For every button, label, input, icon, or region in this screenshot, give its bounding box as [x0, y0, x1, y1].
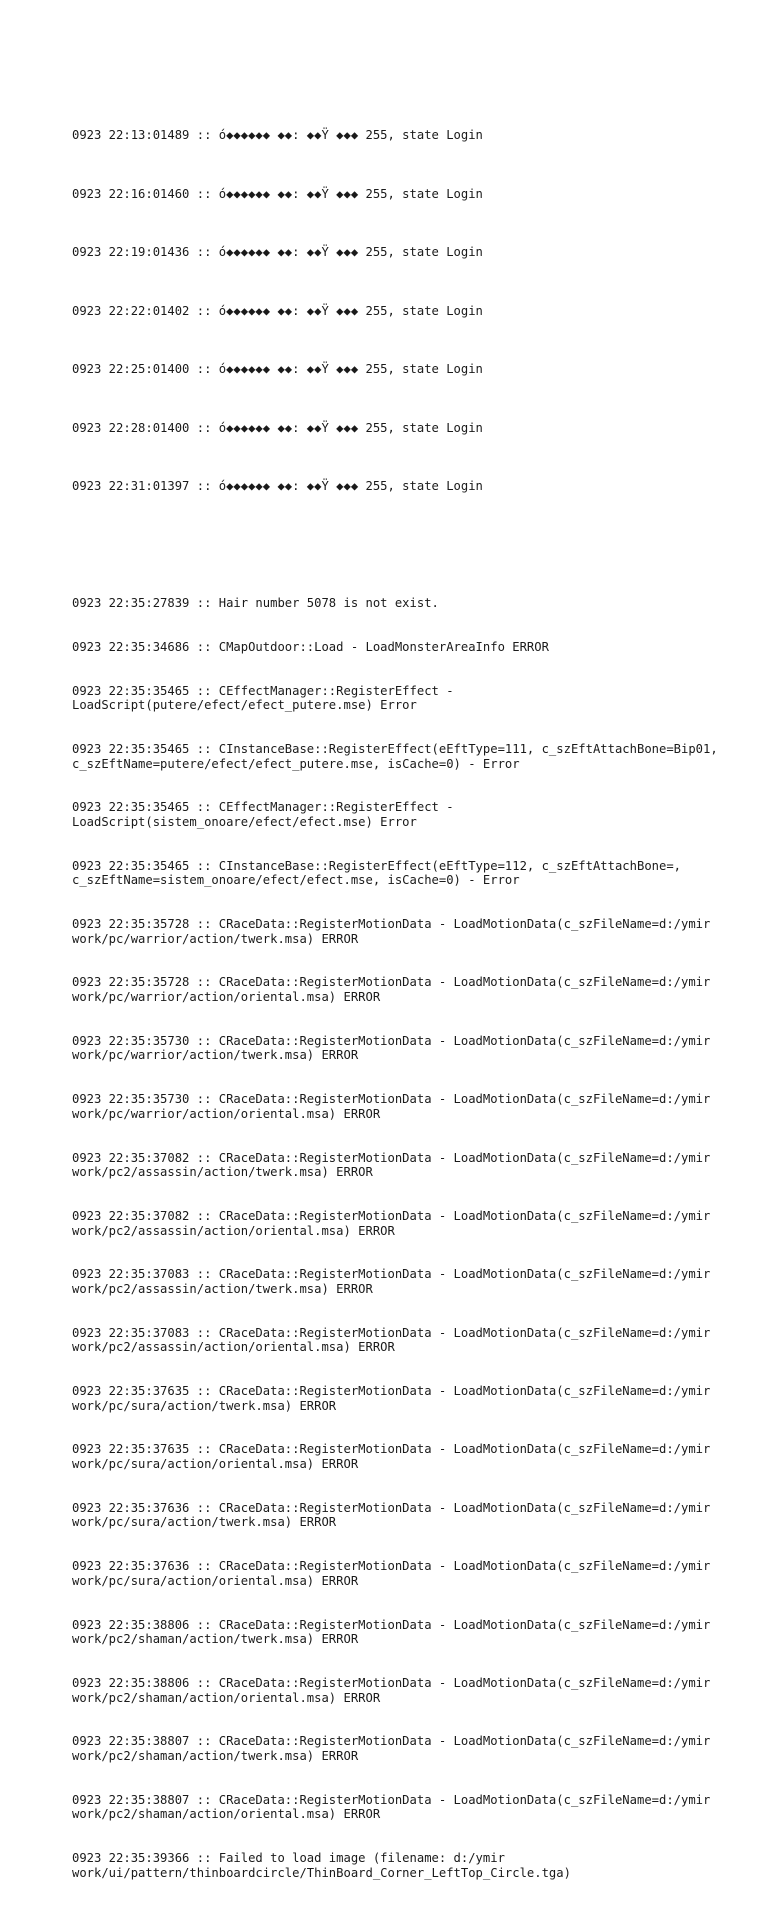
log-line: 0923 22:35:35465 :: CInstanceBase::RegisterEffect(eEftType=112, c_szEftAttachBone=, c_szEftName=sistem_onoare/efect/efect.mse, isCache=0) - Error: [72, 858, 689, 888]
log-line: 0923 22:35:37636 :: CRaceData::RegisterMotionData - LoadMotionData(c_szFileName=d:/ymir work/pc/sura/action/twerk.msa) ERROR: [72, 1500, 718, 1530]
log-line: 0923 22:28:01400 :: ó◆◆◆◆◆◆ ◆◆: ◆◆Ÿ ◆◆◆ 255, state Login: [72, 420, 483, 435]
log-line: 0923 22:35:38806 :: CRaceData::RegisterMotionData - LoadMotionData(c_szFileName=d:/ymir work/pc2/shaman/action/oriental.msa) ERROR: [72, 1675, 718, 1705]
log-line: 0923 22:35:37082 :: CRaceData::RegisterMotionData - LoadMotionData(c_szFileName=d:/ymir work/pc2/assassin/action/twerk.msa) ERROR: [72, 1150, 718, 1180]
log-line: 0923 22:35:38807 :: CRaceData::RegisterMotionData - LoadMotionData(c_szFileName=d:/ymir work/pc2/shaman/action/twerk.msa) ERROR: [72, 1734, 718, 1763]
log-line: 0923 22:35:35465 :: CEffectManager::RegisterEffect - LoadScript(sistem_onoare/efect/efect.mse) Error: [72, 800, 461, 829]
log-line: 0923 22:35:35465 :: CEffectManager::RegisterEffect - LoadScript(putere/efect/efect_putere.mse) Error: [72, 683, 461, 713]
log-line: 0923 22:35:37083 :: CRaceData::RegisterMotionData - LoadMotionData(c_szFileName=d:/ymir work/pc2/assassin/action/twerk.msa) ERROR: [72, 1267, 718, 1296]
log-line: 0923 22:35:35730 :: CRaceData::RegisterMotionData - LoadMotionData(c_szFileName=d:/ymir work/pc/warrior/action/oriental.msa) ERROR: [72, 1092, 718, 1121]
log-line: 0923 22:25:01400 :: ó◆◆◆◆◆◆ ◆◆: ◆◆Ÿ ◆◆◆ 255, state Login: [72, 362, 483, 377]
log-line: 0923 22:35:38807 :: CRaceData::RegisterMotionData - LoadMotionData(c_szFileName=d:/ymir work/pc2/shaman/action/oriental.msa) ERROR: [72, 1792, 718, 1822]
log-line: 0923 22:35:37635 :: CRaceData::RegisterMotionData - LoadMotionData(c_szFileName=d:/ymir work/pc/sura/action/oriental.msa) ERROR: [72, 1442, 718, 1472]
log-line: 0923 22:35:35730 :: CRaceData::RegisterMotionData - LoadMotionData(c_szFileName=d:/ymir work/pc/warrior/action/twerk.msa) ERROR: [72, 1033, 718, 1063]
log-line: 0923 22:22:01402 :: ó◆◆◆◆◆◆ ◆◆: ◆◆Ÿ ◆◆◆ 255, state Login: [72, 303, 483, 318]
log-line: 0923 22:16:01460 :: ó◆◆◆◆◆◆ ◆◆: ◆◆Ÿ ◆◆◆ 255, state Login: [72, 186, 483, 201]
log-line: 0923 22:35:35728 :: CRaceData::RegisterMotionData - LoadMotionData(c_szFileName=d:/ymir work/pc/warrior/action/twerk.msa) ERROR: [72, 917, 718, 946]
log-line: 0923 22:35:34686 :: CMapOutdoor::Load - LoadMonsterAreaInfo ERROR: [72, 639, 549, 654]
log-line: 0923 22:35:39366 :: Failed to load image (filename: d:/ymir work/ui/pattern/thinboardcircle/ThinBoard_Corner_LeftTop_Circle.tga): [72, 1851, 571, 1880]
login-log-block: [72, 99, 732, 537]
log-line: 0923 22:35:38806 :: CRaceData::RegisterMotionData - LoadMotionData(c_szFileName=d:/ymir work/pc2/shaman/action/twerk.msa) ERROR: [72, 1617, 718, 1647]
log-line: 0923 22:35:37635 :: CRaceData::RegisterMotionData - LoadMotionData(c_szFileName=d:/ymir work/pc/sura/action/twerk.msa) ERROR: [72, 1384, 718, 1413]
log-line: 0923 22:35:27839 :: Hair number 5078 is not exist.: [72, 596, 439, 611]
log-document: [72, 70, 732, 1924]
log-line: 0923 22:35:37636 :: CRaceData::RegisterMotionData - LoadMotionData(c_szFileName=d:/ymir work/pc/sura/action/oriental.msa) ERROR: [72, 1559, 718, 1588]
log-line: 0923 22:35:37082 :: CRaceData::RegisterMotionData - LoadMotionData(c_szFileName=d:/ymir work/pc2/assassin/action/oriental.msa) ERROR: [72, 1208, 718, 1238]
log-line: 0923 22:35:35728 :: CRaceData::RegisterMotionData - LoadMotionData(c_szFileName=d:/ymir work/pc/warrior/action/oriental.msa) ERROR: [72, 975, 718, 1005]
log-line: 0923 22:19:01436 :: ó◆◆◆◆◆◆ ◆◆: ◆◆Ÿ ◆◆◆ 255, state Login: [72, 245, 483, 260]
log-line: 0923 22:31:01397 :: ó◆◆◆◆◆◆ ◆◆: ◆◆Ÿ ◆◆◆ 255, state Login: [72, 479, 483, 494]
log-line: 0923 22:35:37083 :: CRaceData::RegisterMotionData - LoadMotionData(c_szFileName=d:/ymir work/pc2/assassin/action/oriental.msa) ERROR: [72, 1325, 718, 1355]
error-log-block: [72, 567, 732, 1910]
log-line: 0923 22:13:01489 :: ó◆◆◆◆◆◆ ◆◆: ◆◆Ÿ ◆◆◆ 255, state Login: [72, 128, 483, 143]
log-line: 0923 22:35:35465 :: CInstanceBase::RegisterEffect(eEftType=111, c_szEftAttachBone=Bip01, c_szEftName=putere/efect/efect_putere.mse, isCache=0) - Error: [72, 741, 726, 771]
